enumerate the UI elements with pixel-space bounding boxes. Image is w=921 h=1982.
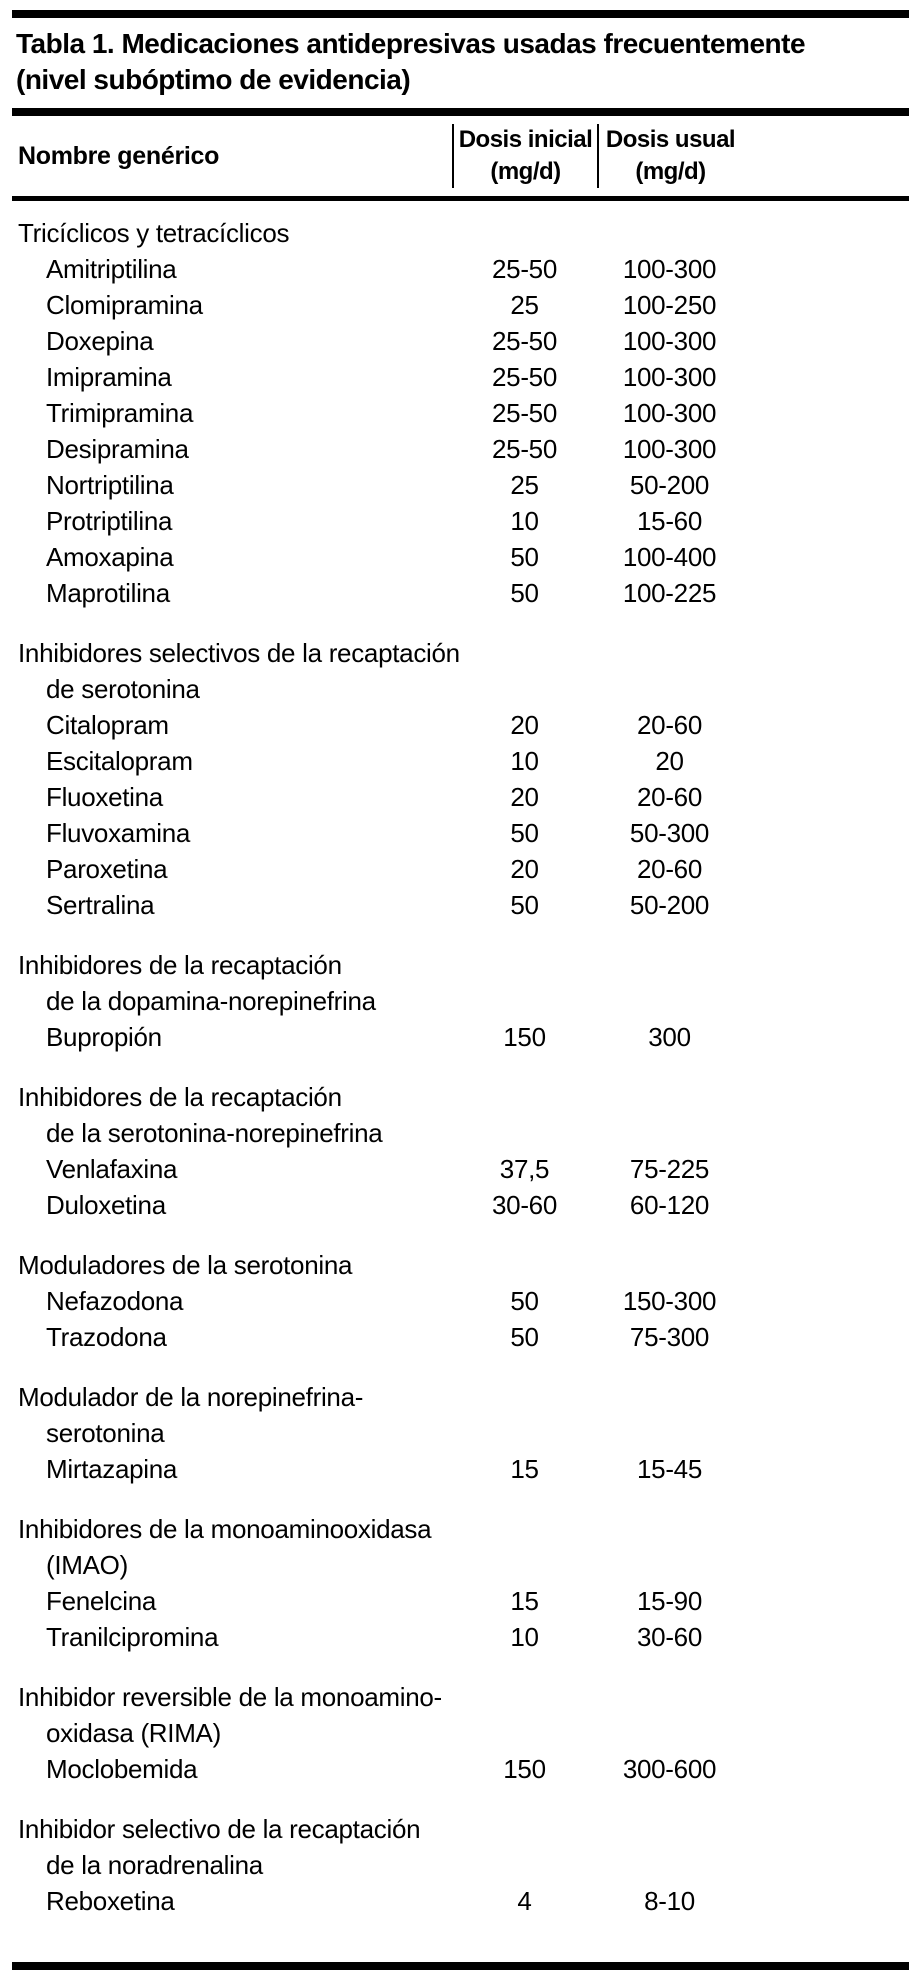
drug-row bbox=[12, 323, 909, 359]
drug-name-cell: Reboxetina bbox=[46, 1886, 175, 1916]
usual-dose-cell: 150-300 bbox=[622, 1286, 717, 1316]
section-header-line: oxidasa (RIMA) bbox=[46, 1718, 221, 1748]
initial-dose-cell: 50 bbox=[510, 890, 539, 920]
initial-dose-cell: 10 bbox=[510, 746, 539, 776]
initial-dose-cell: 50 bbox=[510, 578, 539, 608]
table-section bbox=[12, 1247, 909, 1355]
drug-name-cell: Nefazodona bbox=[46, 1286, 184, 1316]
initial-dose-cell: 50 bbox=[510, 542, 539, 572]
table-section bbox=[12, 215, 909, 611]
section-header-line: de la serotonina-norepinefrina bbox=[46, 1118, 383, 1148]
usual-dose-cell: 20-60 bbox=[637, 854, 702, 884]
column-header-usual-dose-line1: Dosis usual bbox=[605, 126, 736, 153]
section-header-line: Inhibidores de la recaptación bbox=[18, 1082, 342, 1112]
drug-name-cell: Trimipramina bbox=[46, 398, 194, 428]
drug-row bbox=[12, 359, 909, 395]
drug-name-cell: Fluvoxamina bbox=[46, 818, 191, 848]
usual-dose-cell: 8-10 bbox=[644, 1886, 695, 1916]
drug-row bbox=[12, 503, 909, 539]
usual-dose-cell: 15-90 bbox=[637, 1586, 702, 1616]
initial-dose-cell: 25 bbox=[510, 290, 539, 320]
section-header-line: Moduladores de la serotonina bbox=[18, 1250, 353, 1280]
usual-dose-cell: 15-60 bbox=[637, 506, 702, 536]
usual-dose-cell: 300-600 bbox=[622, 1754, 717, 1784]
usual-dose-cell: 100-300 bbox=[622, 434, 717, 464]
section-header-line: Inhibidor reversible de la monoamino- bbox=[18, 1682, 442, 1712]
usual-dose-cell: 75-225 bbox=[629, 1154, 710, 1184]
drug-row bbox=[12, 815, 909, 851]
drug-name-cell: Tranilcipromina bbox=[46, 1622, 219, 1652]
table-title-line2: (nivel subóptimo de evidencia) bbox=[16, 64, 411, 95]
usual-dose-cell: 100-300 bbox=[622, 398, 717, 428]
initial-dose-cell: 150 bbox=[503, 1022, 546, 1052]
section-header-line: de la dopamina-norepinefrina bbox=[46, 986, 376, 1016]
drug-row bbox=[12, 395, 909, 431]
initial-dose-cell: 10 bbox=[510, 1622, 539, 1652]
initial-dose-cell: 25-50 bbox=[492, 434, 557, 464]
column-header-initial-dose-line2: (mg/d) bbox=[490, 158, 561, 185]
usual-dose-cell: 20-60 bbox=[637, 782, 702, 812]
usual-dose-cell: 50-200 bbox=[629, 470, 710, 500]
drug-name-cell: Paroxetina bbox=[46, 854, 168, 884]
drug-name-cell: Protriptilina bbox=[46, 506, 173, 536]
drug-row bbox=[12, 1187, 909, 1223]
usual-dose-cell: 75-300 bbox=[629, 1322, 710, 1352]
drug-name-cell: Nortriptilina bbox=[46, 470, 174, 500]
section-header-line: (IMAO) bbox=[46, 1550, 128, 1580]
section-header-line: serotonina bbox=[46, 1418, 165, 1448]
column-header-generic-name: Nombre genérico bbox=[18, 141, 220, 170]
drug-name-cell: Mirtazapina bbox=[46, 1454, 178, 1484]
initial-dose-cell: 30-60 bbox=[492, 1190, 557, 1220]
drug-name-cell: Maprotilina bbox=[46, 578, 170, 608]
column-header-usual-dose-line2: (mg/d) bbox=[635, 158, 706, 185]
drug-row bbox=[12, 707, 909, 743]
drug-name-cell: Doxepina bbox=[46, 326, 154, 356]
drug-row bbox=[12, 1583, 909, 1619]
column-header-usual-dose bbox=[597, 124, 742, 188]
usual-dose-cell: 100-300 bbox=[622, 326, 717, 356]
initial-dose-cell: 4 bbox=[517, 1886, 532, 1916]
table-title-line1: Tabla 1. Medicaciones antidepresivas usadas frecuentemente bbox=[16, 28, 806, 59]
initial-dose-cell: 20 bbox=[510, 710, 539, 740]
table-header bbox=[12, 116, 909, 196]
usual-dose-cell: 20 bbox=[655, 746, 684, 776]
initial-dose-cell: 20 bbox=[510, 782, 539, 812]
usual-dose-cell: 300 bbox=[648, 1022, 691, 1052]
drug-row bbox=[12, 743, 909, 779]
table-body bbox=[12, 201, 909, 1941]
initial-dose-cell: 50 bbox=[510, 1286, 539, 1316]
drug-row bbox=[12, 1283, 909, 1319]
bottom-rule bbox=[12, 1962, 909, 1970]
initial-dose-cell: 50 bbox=[510, 1322, 539, 1352]
initial-dose-cell: 15 bbox=[510, 1586, 539, 1616]
table-section bbox=[12, 1379, 909, 1487]
drug-row bbox=[12, 1751, 909, 1787]
drug-row bbox=[12, 1019, 909, 1055]
drug-name-cell: Duloxetina bbox=[46, 1190, 166, 1220]
drug-row bbox=[12, 1319, 909, 1355]
table-section bbox=[12, 1811, 909, 1919]
table-section bbox=[12, 1679, 909, 1787]
section-header-line: de la noradrenalina bbox=[46, 1850, 263, 1880]
usual-dose-cell: 100-225 bbox=[622, 578, 717, 608]
usual-dose-cell: 100-400 bbox=[622, 542, 717, 572]
drug-row bbox=[12, 287, 909, 323]
initial-dose-cell: 25-50 bbox=[492, 362, 557, 392]
table-title bbox=[12, 18, 909, 108]
drug-name-cell: Fenelcina bbox=[46, 1586, 157, 1616]
drug-row bbox=[12, 1451, 909, 1487]
initial-dose-cell: 150 bbox=[503, 1754, 546, 1784]
table-section bbox=[12, 1511, 909, 1655]
column-header-initial-dose-line1: Dosis inicial bbox=[458, 126, 593, 153]
top-rule bbox=[12, 10, 909, 18]
usual-dose-cell: 100-300 bbox=[622, 362, 717, 392]
initial-dose-cell: 37,5 bbox=[499, 1154, 550, 1184]
table-section bbox=[12, 947, 909, 1055]
drug-name-cell: Clomipramina bbox=[46, 290, 203, 320]
drug-row bbox=[12, 1619, 909, 1655]
drug-row bbox=[12, 1151, 909, 1187]
drug-row bbox=[12, 575, 909, 611]
initial-dose-cell: 25-50 bbox=[492, 326, 557, 356]
usual-dose-cell: 50-300 bbox=[629, 818, 710, 848]
column-header-initial-dose bbox=[452, 124, 597, 188]
drug-name-cell: Moclobemida bbox=[46, 1754, 198, 1784]
initial-dose-cell: 50 bbox=[510, 818, 539, 848]
usual-dose-cell: 100-250 bbox=[622, 290, 717, 320]
section-header-line: Modulador de la norepinefrina- bbox=[18, 1382, 364, 1412]
drug-name-cell: Escitalopram bbox=[46, 746, 193, 776]
table-section bbox=[12, 1079, 909, 1223]
initial-dose-cell: 25-50 bbox=[492, 398, 557, 428]
drug-row bbox=[12, 251, 909, 287]
usual-dose-cell: 100-300 bbox=[622, 254, 717, 284]
section-header-line: Inhibidores de la monoaminooxidasa bbox=[18, 1514, 432, 1544]
drug-row bbox=[12, 779, 909, 815]
usual-dose-cell: 60-120 bbox=[629, 1190, 710, 1220]
drug-row bbox=[12, 887, 909, 923]
section-header-line: Tricíclicos y tetracíclicos bbox=[18, 218, 290, 248]
drug-row bbox=[12, 431, 909, 467]
drug-name-cell: Desipramina bbox=[46, 434, 189, 464]
section-header-line: de serotonina bbox=[46, 674, 200, 704]
initial-dose-cell: 10 bbox=[510, 506, 539, 536]
drug-row bbox=[12, 1883, 909, 1919]
drug-name-cell: Trazodona bbox=[46, 1322, 167, 1352]
usual-dose-cell: 15-45 bbox=[637, 1454, 702, 1484]
initial-dose-cell: 20 bbox=[510, 854, 539, 884]
drug-name-cell: Amitriptilina bbox=[46, 254, 177, 284]
drug-name-cell: Amoxapina bbox=[46, 542, 174, 572]
usual-dose-cell: 50-200 bbox=[629, 890, 710, 920]
drug-row bbox=[12, 851, 909, 887]
drug-name-cell: Fluoxetina bbox=[46, 782, 163, 812]
table-section bbox=[12, 635, 909, 923]
usual-dose-cell: 20-60 bbox=[637, 710, 702, 740]
drug-row bbox=[12, 467, 909, 503]
drug-name-cell: Imipramina bbox=[46, 362, 172, 392]
initial-dose-cell: 25 bbox=[510, 470, 539, 500]
section-header-line: Inhibidores selectivos de la recaptación bbox=[18, 638, 460, 668]
initial-dose-cell: 25-50 bbox=[492, 254, 557, 284]
usual-dose-cell: 30-60 bbox=[637, 1622, 702, 1652]
drug-row bbox=[12, 539, 909, 575]
section-header-line: Inhibidor selectivo de la recaptación bbox=[18, 1814, 421, 1844]
section-header-line: Inhibidores de la recaptación bbox=[18, 950, 342, 980]
drug-name-cell: Bupropión bbox=[46, 1022, 162, 1052]
drug-name-cell: Sertralina bbox=[46, 890, 155, 920]
drug-name-cell: Citalopram bbox=[46, 710, 169, 740]
drug-name-cell: Venlafaxina bbox=[46, 1154, 178, 1184]
initial-dose-cell: 15 bbox=[510, 1454, 539, 1484]
title-rule bbox=[12, 108, 909, 116]
